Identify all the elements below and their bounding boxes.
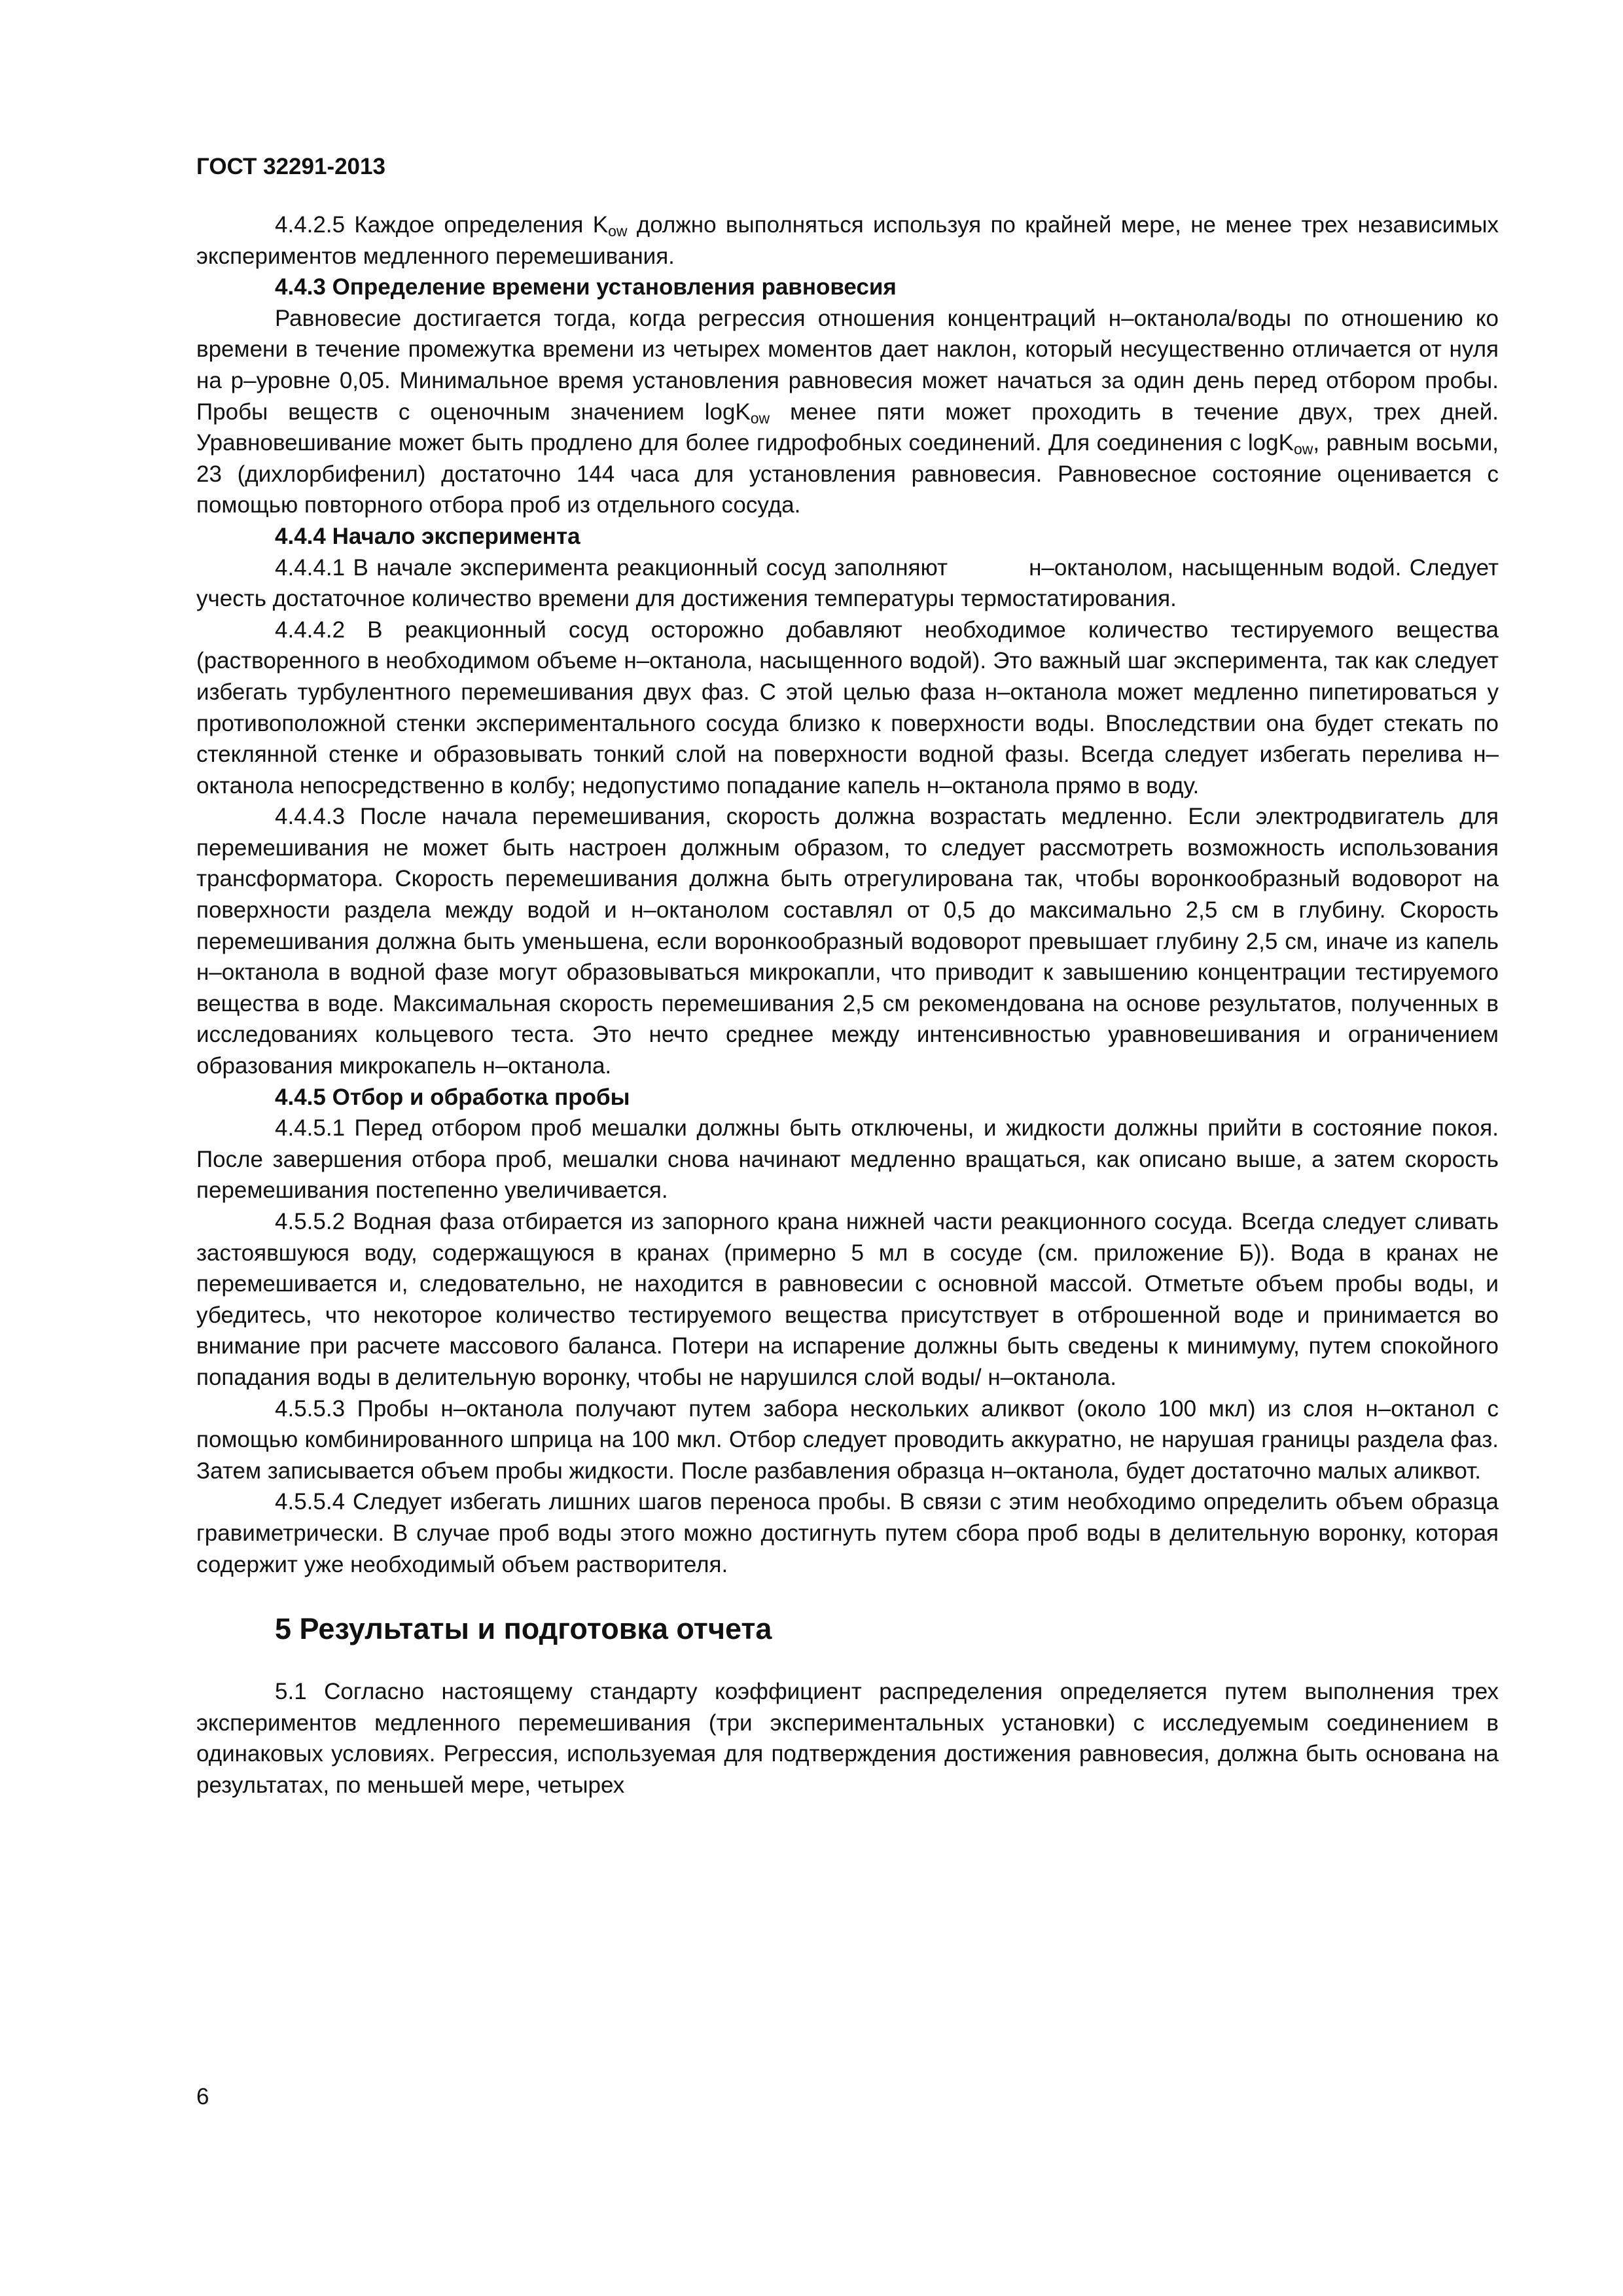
paragraph-4-4-2-5: 4.4.2.5 Каждое определения $K_{ow}$ должно выполняться используя по крайней мере, не менее трех независимых экспериментов медленного перемешивания. bbox=[196, 212, 1499, 269]
paragraph-4-5-5-3: 4.5.5.3 Пробы н–октанола получают путем забора нескольких аликвот (около 100 мкл) из слоя н–октанол с помощью комбинированного шприца на 100 мкл. Отбор следует проводить аккуратно, не нарушая границы раздела фаз. Затем записывается объем пробы жидкости. После разбавления образца н–октанола, будет достаточно малых аликвот. bbox=[196, 1395, 1499, 1484]
heading-4-4-5: 4.4.5 Отбор и обработка пробы bbox=[275, 1084, 630, 1110]
document-id: ГОСТ 32291-2013 bbox=[196, 154, 385, 179]
paragraph-4-4-5-1: 4.4.5.1 Перед отбором проб мешалки должны быть отключены, и жидкости должны прийти в состояние покоя. После завершения отбора проб, мешалки снова начинают медленно вращаться, как описано выше, а затем скорость перемешивания постепенно увеличивается. bbox=[196, 1115, 1499, 1204]
paragraph-4-4-3: Равновесие достигается тогда, когда регрессия отношения концентраций н–октанола/воды по отношению ко времени в течение промежутка времени из четырех моментов дает наклон, который несущественно отличается от нуля на р–уровне 0,05. Минимальное время установления равновесия может начаться за один день перед отбором пробы. Пробы веществ с оценочным значением logK$_{ow}$ менее пяти может проходить в течение двух, трех дней. Уравновешивание может быть продлено для более гидрофобных соединений. Для соединения с logK$_{ow}$, равным восьми, 23 (дихлорбифенил) достаточно 144 часа для установления равновесия. Равновесное состояние оценивается с помощью повторного отбора проб из отдельного сосуда. bbox=[196, 305, 1499, 518]
document-page bbox=[196, 151, 1505, 1801]
page-number: 6 bbox=[196, 2084, 209, 2109]
heading-4-4-4: 4.4.4 Начало эксперимента bbox=[275, 523, 580, 549]
paragraph-4-4-4-3: 4.4.4.3 После начала перемешивания, скорость должна возрастать медленно. Если электродвигатель для перемешивания не может быть настроен должным образом, то следует рассмотреть возможность использования трансформатора. Скорость перемешивания должна быть отрегулирована так, чтобы воронкообразный водоворот на поверхности раздела между водой и н–октанолом составлял от 0,5 до максимально 2,5 см в глубину. Скорость перемешивания должна быть уменьшена, если воронкообразный водоворот превышает глубину 2,5 см, иначе из капель н–октанола в водной фазе могут образовываться микрокапли, что приводит к завышению концентрации тестируемого вещества в воде. Максимальная скорость перемешивания 2,5 см рекомендована на основе результатов, полученных в исследованиях кольцевого теста. Это нечто среднее между интенсивностью уравновешивания и ограничением образования микрокапель н–октанола. bbox=[196, 804, 1499, 1079]
heading-4-4-3: 4.4.3 Определение времени установления равновесия bbox=[275, 274, 897, 300]
heading-5: 5 Результаты и подготовка отчета bbox=[275, 1612, 772, 1646]
paragraph-5-1: 5.1 Согласно настоящему стандарту коэффициент распределения определяется путем выполнения трех экспериментов медленного перемешивания (три экспериментальных установки) с исследуемым соединением в одинаковых условиях. Регрессия, используемая для подтверждения достижения равновесия, должна быть основана на результатах, по меньшей мере, четырех bbox=[196, 1679, 1499, 1798]
paragraph-4-4-4-1: 4.4.4.1 В начале эксперимента реакционный сосуд заполняют н–октанолом, насыщенным водой. Следует учесть достаточное количество времени для достижения температуры термостатирования. bbox=[196, 554, 1505, 612]
paragraph-4-5-5-4: 4.5.5.4 Следует избегать лишних шагов переноса пробы. В связи с этим необходимо определить объем образца гравиметрически. В случае проб воды этого можно достигнуть путем сбора проб воды в делительную воронку, которая содержит уже необходимый объем растворителя. bbox=[196, 1489, 1499, 1577]
paragraph-4-4-4-2: 4.4.4.2 В реакционный сосуд осторожно добавляют необходимое количество тестируемого вещества (растворенного в необходимом объеме н–октанола, насыщенного водой). Это важный шаг эксперимента, так как следует избегать турбулентного перемешивания двух фаз. С этой целью фаза н–октанола может медленно пипетироваться у противоположной стенки экспериментального сосуда близко к поверхности воды. Впоследствии она будет стекать по стеклянной стенке и образовывать тонкий слой на поверхности водной фазы. Всегда следует избегать перелива н–октанола непосредственно в колбу; недопустимо попадание капель н–октанола прямо в воду. bbox=[196, 617, 1499, 798]
paragraph-4-5-5-2: 4.5.5.2 Водная фаза отбирается из запорного крана нижней части реакционного сосуда. Всегда следует сливать застоявшуюся воду, содержащуюся в кранах (примерно 5 мл в сосуде (см. приложение Б)). Вода в кранах не перемешивается и, следовательно, не находится в равновесии с основной массой. Отметьте объем пробы воды, и убедитесь, что некоторое количество тестируемого вещества присутствует в отброшенной воде и принимается во внимание при расчете массового баланса. Потери на испарение должны быть сведены к минимуму, путем спокойного попадания воды в делительную воронку, чтобы не нарушился слой воды/ н–октанола. bbox=[196, 1209, 1499, 1390]
